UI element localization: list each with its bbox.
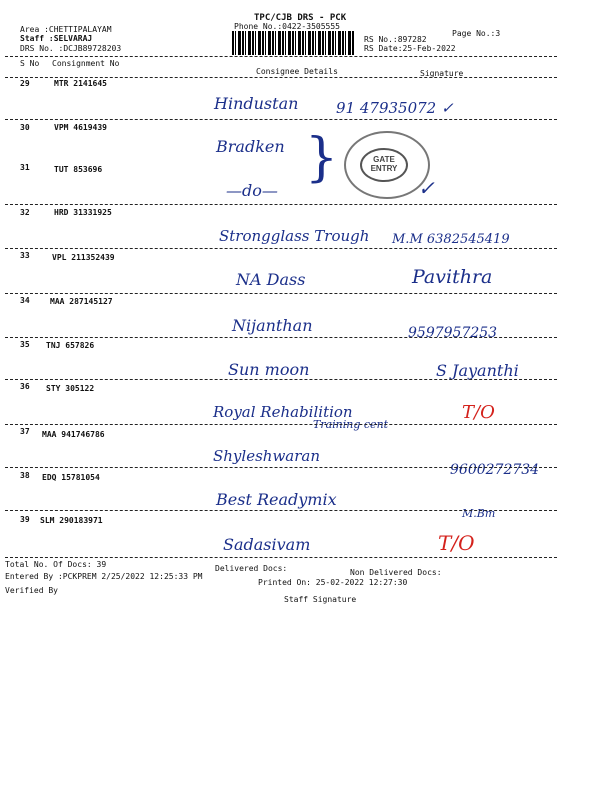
- signature-mark: T/O: [462, 402, 495, 423]
- signature-mark: 91 47935072 ✓: [336, 99, 454, 117]
- training-note: Training cent: [313, 418, 389, 431]
- signature-mark: M.Bm: [462, 507, 496, 520]
- consignee-name: Hindustan: [214, 94, 299, 113]
- divider: [5, 424, 557, 425]
- stamp-text: GATE ENTRY: [370, 155, 398, 173]
- consignee-name: Nijanthan: [232, 316, 313, 335]
- column-signature: Signature: [420, 69, 464, 78]
- row-sno: 34: [20, 296, 30, 305]
- row-consignment: SLM 290183971: [40, 516, 103, 525]
- row-sno: 37: [20, 427, 30, 436]
- staff-signature: Staff Signature: [284, 595, 357, 604]
- divider: [5, 557, 557, 558]
- column-sno: S No: [20, 59, 40, 68]
- non-delivered-docs: Non Delivered Docs:: [350, 568, 442, 577]
- signature-mark: T/O: [438, 531, 475, 555]
- signature-mark: ✓: [418, 176, 435, 200]
- divider: [5, 204, 557, 205]
- row-consignment: VPM 4619439: [54, 123, 107, 132]
- row-consignment: MAA 941746786: [42, 430, 105, 439]
- entered-by: Entered By :PCKPREM 2/25/2022 12:25:33 PM: [5, 572, 203, 581]
- page-number: Page No.:3: [452, 29, 501, 38]
- row-consignment: TUT 853696: [54, 165, 103, 174]
- drs-number: DRS No. :DCJB89728203: [20, 44, 122, 53]
- divider: [5, 56, 557, 57]
- row-consignment: VPL 211352439: [52, 253, 115, 262]
- consignee-name: Royal Rehabilition: [213, 403, 353, 421]
- row-consignment: EDQ 15781054: [42, 473, 100, 482]
- row-sno: 33: [20, 251, 30, 260]
- printed-on: Printed On: 25-02-2022 12:27:30: [258, 578, 408, 587]
- column-consignment: Consignment No: [52, 59, 120, 68]
- row-consignment: TNJ 657826: [46, 341, 95, 350]
- consignee-name: Shyleshwaran: [213, 447, 320, 465]
- row-consignment: MAA 287145127: [50, 297, 113, 306]
- row-sno: 35: [20, 340, 30, 349]
- divider: [5, 293, 557, 294]
- divider: [5, 337, 557, 338]
- consignee-name: Strongglass Trough: [219, 227, 370, 245]
- signature-mark: S Jayanthi: [436, 361, 519, 380]
- row-consignment: MTR 2141645: [54, 79, 107, 88]
- row-sno: 38: [20, 471, 30, 480]
- row-consignment: STY 305122: [46, 384, 95, 393]
- row-sno: 30: [20, 123, 30, 132]
- rs-number: RS No.:897282: [364, 35, 427, 44]
- divider: [5, 510, 557, 511]
- verified-by: Verified By: [5, 586, 58, 595]
- row-consignment: HRD 31331925: [54, 208, 112, 217]
- consignee-name: Sadasivam: [223, 535, 311, 554]
- divider: [5, 379, 557, 380]
- total-docs: Total No. Of Docs: 39: [5, 560, 107, 569]
- consignee-name: Best Readymix: [216, 490, 337, 509]
- column-consignee: Consignee Details: [256, 67, 338, 76]
- consignee-name: NA Dass: [236, 270, 306, 289]
- consignee-name: Bradken: [216, 137, 285, 156]
- brace-mark: }: [305, 128, 339, 188]
- divider: [5, 248, 557, 249]
- consignee-name: —do—: [226, 181, 278, 200]
- phone-number: Phone No.:0422-3505555: [234, 22, 340, 31]
- rs-date: RS Date:25-Feb-2022: [364, 44, 456, 53]
- consignee-name: Sun moon: [228, 360, 310, 379]
- signature-mark: 9597957253: [408, 325, 498, 341]
- divider: [5, 467, 557, 468]
- delivered-docs: Delivered Docs:: [215, 564, 288, 573]
- row-sno: 32: [20, 208, 30, 217]
- row-sno: 36: [20, 382, 30, 391]
- document-title: TPC/CJB DRS - PCK: [254, 13, 347, 23]
- signature-mark: Pavithra: [412, 266, 493, 288]
- barcode: [232, 31, 354, 55]
- row-sno: 29: [20, 79, 30, 88]
- divider: [5, 77, 557, 78]
- row-sno: 39: [20, 515, 30, 524]
- signature-mark: M.M 6382545419: [392, 232, 510, 247]
- staff-label: Staff :SELVARAJ: [20, 34, 93, 43]
- signature-mark: 9600272734: [450, 462, 540, 478]
- divider: [5, 119, 557, 120]
- row-sno: 31: [20, 163, 30, 172]
- area-label: Area :CHETTIPALAYAM: [20, 25, 112, 34]
